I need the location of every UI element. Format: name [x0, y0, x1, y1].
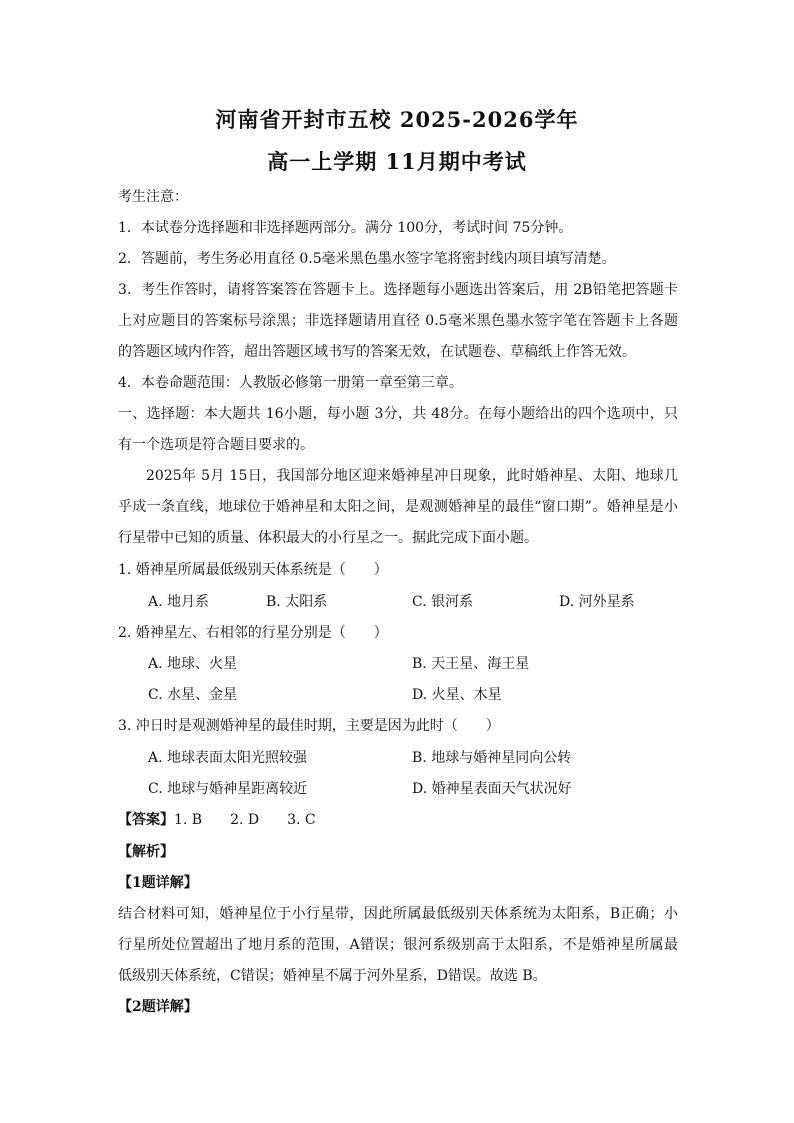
question-3-option-b: B. 地球与婚神星同向公转 — [412, 750, 572, 766]
q1-detail-line3: 低级别天体系统，C错误；婚神星不属于河外星系，D错误。故选 B。 — [118, 968, 547, 984]
note-item-3-line1: 3．考生作答时，请将答案答在答题卡上。选择题每小题选出答案后，用 2B铅笔把答题卡 — [118, 282, 678, 298]
question-3-option-c: C. 地球与婚神星距离较近 — [148, 781, 308, 797]
q1-detail-label: 【1题详解】 — [118, 875, 198, 891]
note-item-3-line3: 的答题区域内作答，超出答题区域书写的答案无效，在试题卷、草稿纸上作答无效。 — [118, 344, 636, 360]
analysis-label: 【解析】 — [118, 844, 174, 860]
answer-label: 【答案】 — [118, 812, 174, 828]
question-2-option-c: C. 水星、金星 — [148, 687, 238, 703]
answer-values: 1. B 2. D 3. C — [174, 812, 316, 828]
question-3-option-d: D. 婚神星表面天气状况好 — [412, 781, 572, 797]
note-item-2: 2．答题前，考生务必用直径 0.5毫米黑色墨水签字笔将密封线内项目填写清楚。 — [118, 251, 616, 267]
note-item-1: 1．本试卷分选择题和非选择题两部分。满分 100分，考试时间 75分钟。 — [118, 220, 573, 236]
passage-line3: 行星带中已知的质量、体积最大的小行星之一。据此完成下面小题。 — [118, 530, 538, 546]
note-item-4: 4．本卷命题范围：人教版必修第一册第一章至第三章。 — [118, 375, 463, 391]
question-3-stem: 3. 冲日时是观测婚神星的最佳时期，主要是因为此时（ ） — [118, 718, 500, 734]
notes-heading: 考生注意： — [118, 189, 188, 205]
note-item-3-line2: 上对应题目的答案标号涂黑；非选择题请用直径 0.5毫米黑色墨水签字笔在答题卡上各题 — [118, 313, 678, 329]
question-2-option-b: B. 天王星、海王星 — [412, 656, 530, 672]
question-1-option-c: C. 银河系 — [412, 594, 474, 610]
answer-row — [118, 810, 678, 830]
q1-detail-line1: 结合材料可知，婚神星位于小行星带，因此所属最低级别天体系统为太阳系，B正确；小 — [118, 906, 678, 922]
question-1-option-b: B. 太阳系 — [266, 594, 328, 610]
question-1-option-d: D. 河外星系 — [559, 594, 635, 610]
section-intro-line2: 有一个选项是符合题目要求的。 — [118, 437, 314, 453]
passage-line1: 2025年 5月 15日，我国部分地区迎来婚神星冲日现象，此时婚神星、太阳、地球几 — [146, 468, 678, 484]
q2-detail-label: 【2题详解】 — [118, 999, 198, 1015]
question-1-stem: 1. 婚神星所属最低级别天体系统是（ ） — [118, 562, 388, 578]
question-2-option-d: D. 火星、木星 — [412, 687, 502, 703]
exam-title-line2: 高一上学期 11月期中考试 — [267, 149, 527, 174]
q1-detail-line2: 行星所处位置超出了地月系的范围，A错误；银河系级别高于太阳系，不是婚神星所属最 — [118, 937, 678, 953]
question-1-option-a: A. 地月系 — [148, 594, 210, 610]
question-2-option-a: A. 地球、火星 — [148, 656, 238, 672]
section-intro-line1: 一、选择题：本大题共 16小题，每小题 3分，共 48分。在每小题给出的四个选项中，只 — [118, 406, 678, 422]
question-2-stem: 2. 婚神星左、右相邻的行星分别是（ ） — [118, 625, 388, 641]
question-3-option-a: A. 地球表面太阳光照较强 — [148, 750, 308, 766]
passage-line2: 乎成一条直线，地球位于婚神星和太阳之间，是观测婚神星的最佳“窗口期”。婚神星是小 — [118, 499, 678, 515]
exam-title-line1: 河南省开封市五校 2025-2026学年 — [215, 107, 579, 132]
